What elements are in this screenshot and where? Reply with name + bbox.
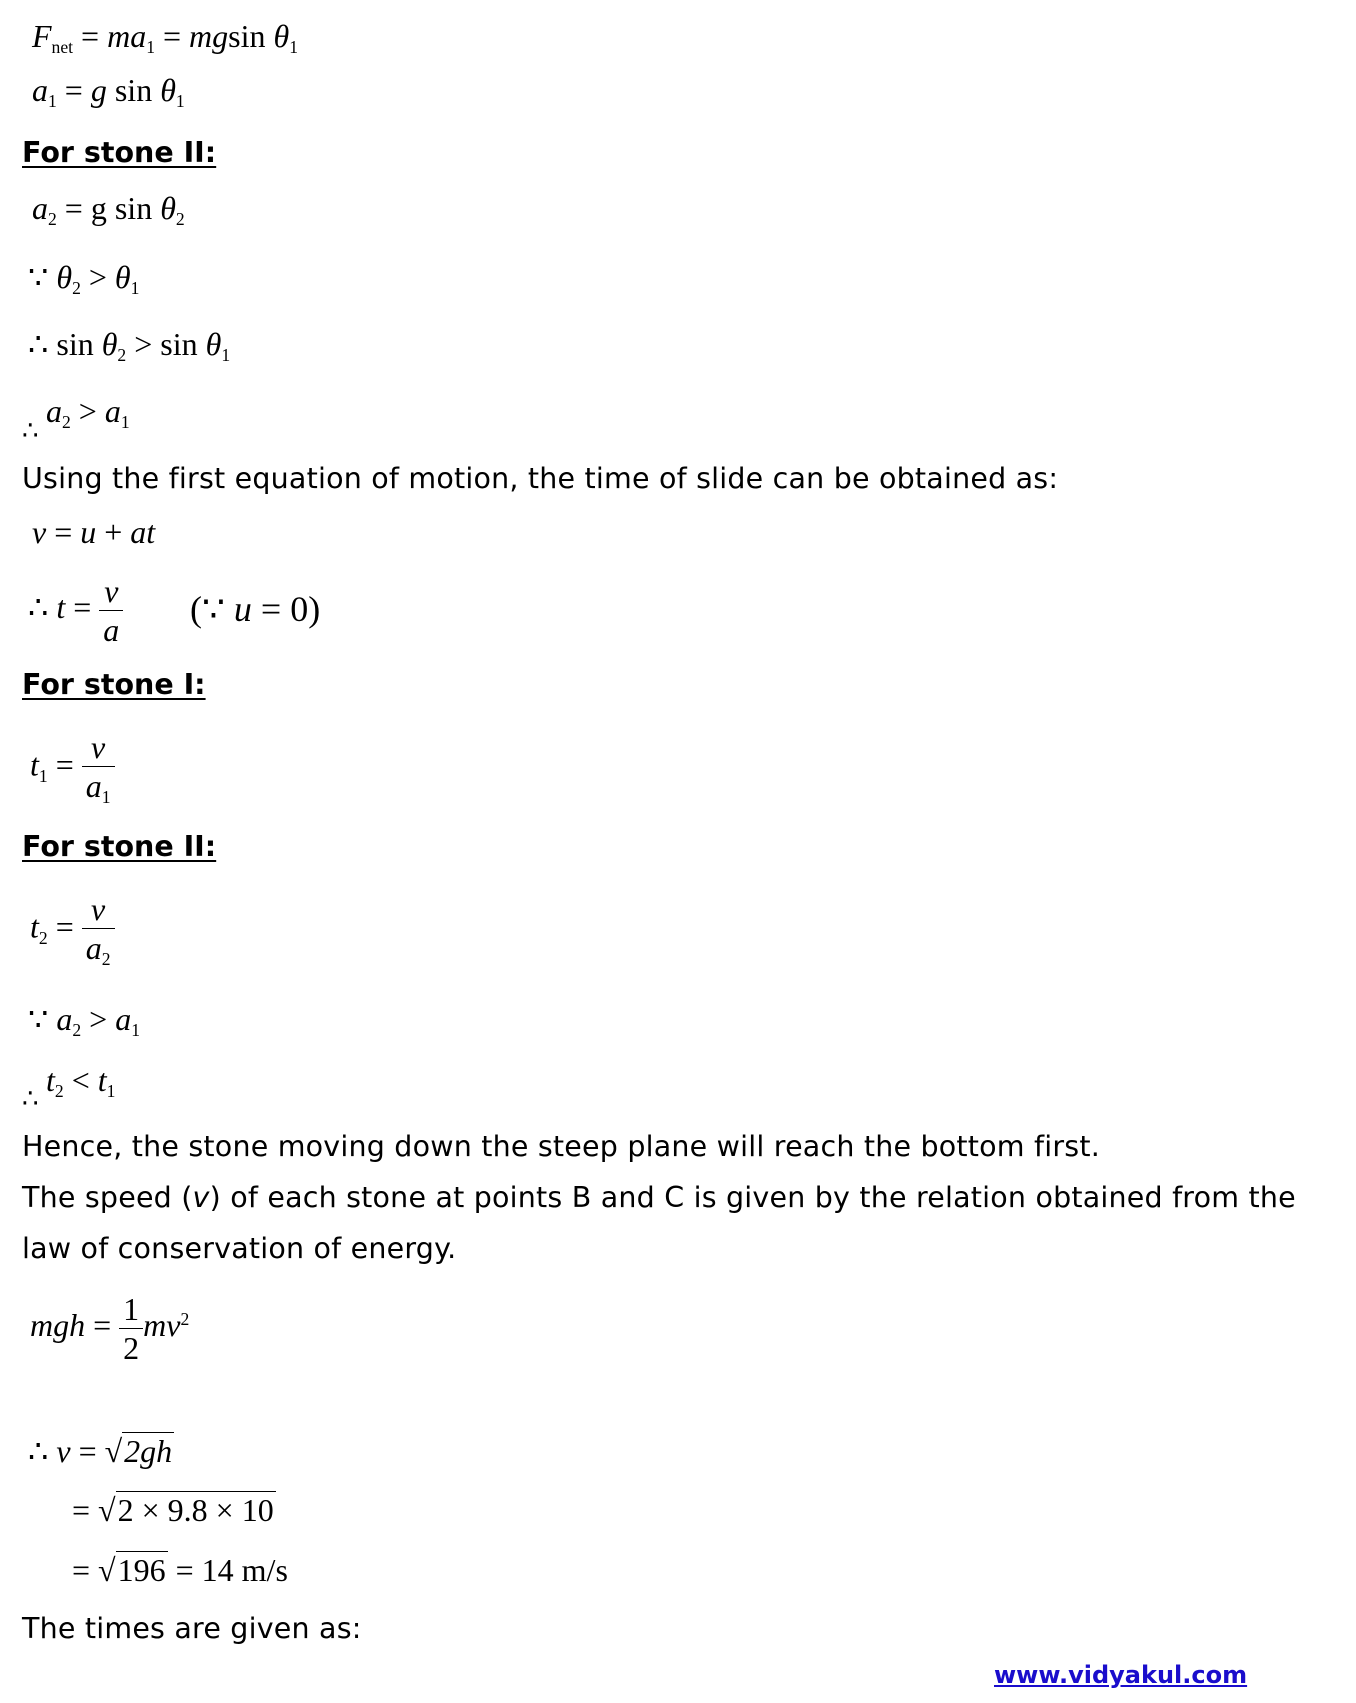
speed-text-post: ) of each stone at points B and C is given by the relation obtained from the: [209, 1181, 1296, 1214]
term-at: at: [130, 514, 156, 550]
equals: =: [73, 18, 108, 54]
equals: =: [56, 72, 91, 108]
theta: θ: [114, 259, 131, 295]
symbol-a: a: [46, 393, 62, 429]
equation-v-u-at: [32, 514, 155, 551]
theta: θ: [160, 190, 176, 226]
theta: θ: [273, 18, 290, 54]
equation-fnet: [32, 18, 298, 58]
therefore-sin: ∴ sin: [28, 326, 102, 362]
sqrt-sign: √: [98, 1492, 116, 1528]
sin: sin: [228, 18, 274, 54]
paragraph-speed-line-2: law of conservation of energy.: [22, 1232, 457, 1265]
subscript: 2: [48, 209, 57, 230]
equation-t2: [30, 890, 115, 971]
term-ma: ma: [107, 18, 147, 54]
equals: =: [65, 589, 100, 626]
fraction: [82, 728, 115, 809]
subscript: 1: [221, 345, 231, 366]
denominator-a: a: [85, 930, 102, 967]
radicand: 2gh: [124, 1433, 173, 1469]
equation-since-theta: [28, 258, 139, 299]
subscript: 2: [101, 949, 111, 970]
subscript: 1: [289, 37, 299, 58]
therefore-symbol: ∴: [22, 416, 39, 446]
subscript: 1: [38, 765, 48, 786]
subscript: 2: [175, 209, 185, 230]
condition-open: (∵: [190, 589, 234, 629]
condition-rest: = 0): [251, 589, 321, 629]
equals: =: [47, 746, 82, 783]
radicand: 2 × 9.8 × 10: [117, 1492, 274, 1528]
speed-symbol-v: v: [192, 1181, 210, 1214]
equals: =: [155, 18, 190, 54]
symbol-t: t: [30, 746, 39, 783]
denominator: [82, 928, 115, 970]
denominator-a: a: [85, 768, 102, 805]
subscript: 1: [146, 37, 155, 58]
equation-therefore-sin: [28, 325, 230, 366]
subscript: 1: [48, 91, 57, 112]
theta: θ: [56, 259, 73, 295]
heading-stone-2: For stone II:: [22, 136, 217, 169]
sqrt-sign: √: [98, 1552, 116, 1588]
symbol-t: t: [30, 908, 39, 945]
symbol-f: F: [32, 18, 52, 54]
symbol-u: u: [80, 514, 97, 550]
superscript: 2: [180, 1308, 190, 1329]
denominator: 2: [119, 1328, 143, 1367]
sqrt-sign: √: [104, 1433, 123, 1469]
numerator: 1: [123, 1291, 140, 1327]
equation-v-sqrt: [28, 1432, 174, 1470]
fraction: [99, 572, 123, 650]
subscript: 2: [54, 1081, 64, 1102]
heading-stone-2-second: For stone II:: [22, 830, 217, 863]
fraction-half: [119, 1290, 143, 1368]
numerator: v: [91, 891, 106, 927]
equation-t-v-over-a: [28, 572, 123, 650]
speed-text-pre: The speed (: [22, 1181, 193, 1214]
subscript: 2: [62, 412, 71, 433]
plus: +: [96, 514, 131, 550]
less-than: <: [63, 1062, 98, 1098]
equation-t1: [30, 728, 115, 809]
equation-energy: [30, 1290, 189, 1368]
equation-a1: [32, 72, 185, 112]
paragraph-times: The times are given as:: [22, 1612, 362, 1645]
subscript: 1: [131, 1020, 140, 1041]
subscript: 2: [117, 345, 127, 366]
symbol-a: a: [56, 1001, 73, 1037]
sin: sin: [106, 72, 161, 108]
subscript-net: net: [51, 37, 74, 58]
symbol-t: t: [56, 589, 66, 626]
term-mv: mv: [143, 1307, 181, 1344]
therefore-symbol: ∴: [28, 1433, 57, 1469]
denominator: [82, 766, 115, 808]
greater-than: >: [81, 1001, 116, 1037]
greater-than: >: [70, 393, 105, 429]
theta: θ: [205, 326, 222, 362]
heading-stone-1: For stone I:: [22, 668, 206, 701]
subscript: 1: [101, 787, 111, 808]
subscript: 2: [72, 1020, 82, 1041]
symbol-a: a: [115, 1001, 132, 1037]
greater-than: >: [80, 259, 115, 295]
equals-gsin: = g sin: [56, 190, 161, 226]
numerator: v: [91, 729, 106, 765]
equation-since-a: [28, 1000, 140, 1041]
symbol-u: u: [233, 589, 252, 629]
theta: θ: [160, 72, 176, 108]
term-mg: mg: [189, 18, 229, 54]
paragraph-first-equation: Using the first equation of motion, the time of slide can be obtained as:: [22, 462, 1059, 495]
symbol-v: v: [32, 514, 47, 550]
footer-website-link[interactable]: www.vidyakul.com: [994, 1661, 1248, 1689]
result: = 14 m/s: [167, 1552, 288, 1588]
theta: θ: [101, 326, 118, 362]
subscript: 1: [120, 412, 130, 433]
equals: =: [46, 514, 81, 550]
paragraph-speed-line-1: [22, 1181, 1296, 1214]
because-symbol: ∵: [28, 259, 57, 295]
paragraph-hence: Hence, the stone moving down the steep plane will reach the bottom first.: [22, 1130, 1100, 1163]
subscript: 1: [175, 91, 185, 112]
fraction: [82, 890, 115, 971]
equation-v-numeric: [72, 1492, 276, 1529]
denominator: a: [99, 610, 123, 649]
numerator: v: [104, 573, 119, 609]
equation-t2-lt-t1: [46, 1062, 115, 1102]
equals: =: [85, 1307, 120, 1344]
symbol-t: t: [97, 1062, 107, 1098]
symbol-a: a: [32, 190, 48, 226]
symbol-a: a: [104, 393, 121, 429]
equals: =: [72, 1552, 99, 1588]
symbol-a: a: [32, 72, 48, 108]
because-symbol: ∵: [28, 1001, 57, 1037]
equation-a2: [32, 190, 185, 230]
condition-u-zero: [190, 588, 320, 630]
greater-than-sin: > sin: [126, 326, 206, 362]
equation-a2-gt-a1: [46, 393, 130, 433]
equals: =: [47, 908, 82, 945]
term-mgh: mgh: [30, 1307, 86, 1344]
symbol-g: g: [90, 72, 107, 108]
equals: =: [70, 1433, 105, 1469]
equals: =: [72, 1492, 99, 1528]
equation-v-result: [72, 1552, 288, 1589]
subscript: 2: [72, 278, 81, 299]
subscript: 1: [106, 1081, 116, 1102]
radicand: 196: [117, 1552, 166, 1588]
symbol-t: t: [46, 1062, 55, 1098]
therefore-symbol: ∴: [22, 1084, 39, 1114]
therefore-symbol: ∴: [28, 589, 57, 626]
subscript: 2: [38, 927, 48, 948]
subscript: 1: [130, 278, 140, 299]
symbol-v: v: [56, 1433, 71, 1469]
